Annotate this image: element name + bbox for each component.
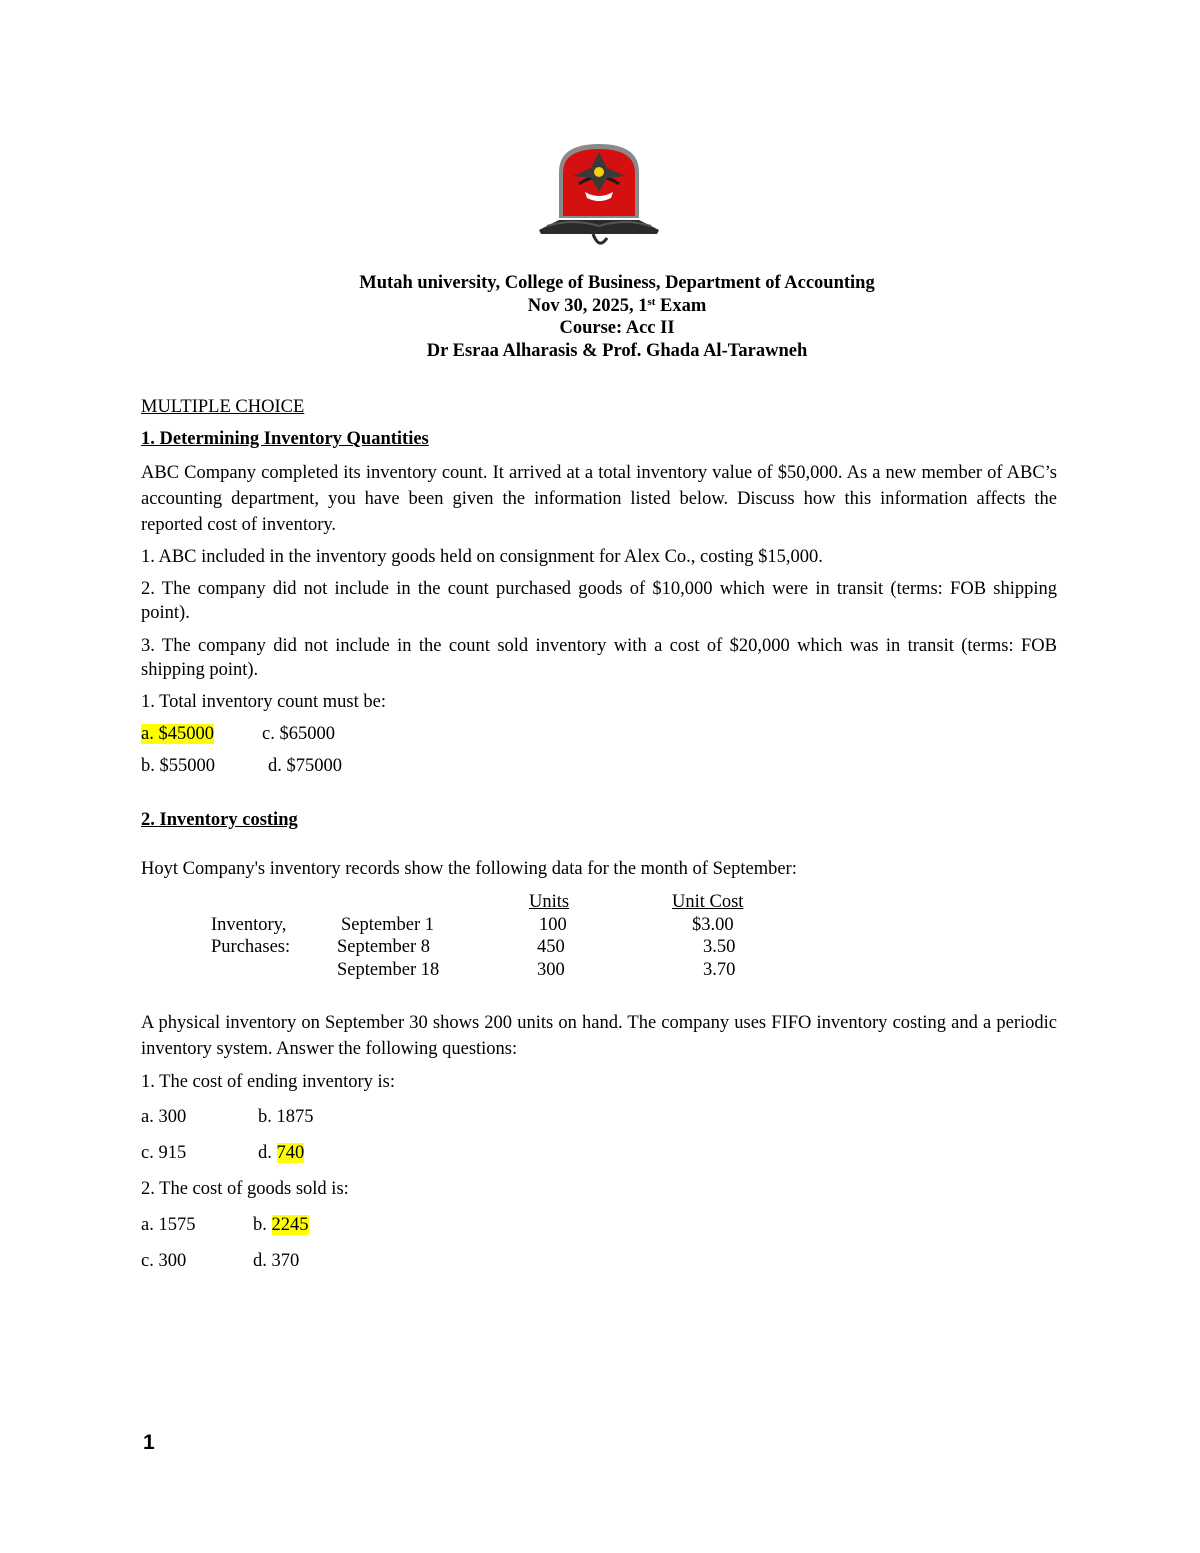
section1-question: 1. Total inventory count must be: xyxy=(141,692,386,712)
section2-paragraph: A physical inventory on September 30 shows 200 units on hand. The company uses FIFO inventory costing and a periodic inventory system. Answer the following questions: xyxy=(141,1013,1057,1059)
inventory-table xyxy=(211,891,792,981)
q2-options-row2: c. 300 d. 370 xyxy=(141,1251,300,1271)
section1-options-row2 xyxy=(141,755,1057,777)
q1-options-row1: a. 300 b. 1875 xyxy=(141,1107,314,1127)
option-a-highlighted: a. $45000 xyxy=(141,724,214,744)
section2-title: 2. Inventory costing xyxy=(141,810,298,830)
section1-options-row1 xyxy=(141,723,1057,745)
multiple-choice-heading: MULTIPLE CHOICE xyxy=(141,397,305,417)
section2-q2: 2. The cost of goods sold is: xyxy=(141,1179,349,1199)
exam-content xyxy=(141,396,1057,1272)
table-row: Purchases: September 8 450 3.50 xyxy=(211,937,736,957)
table-row: September 18 300 3.70 xyxy=(337,959,736,980)
col-units-header: Units xyxy=(529,892,570,912)
col-unit-cost-header: Unit Cost xyxy=(672,892,744,912)
option-b: b. $55000 xyxy=(141,756,215,776)
header-course: Course: Acc II xyxy=(559,318,675,338)
q1-options-row2: c. 915 d. 740 xyxy=(141,1143,305,1163)
exam-header xyxy=(0,272,1200,362)
q1-answer-highlighted: 740 xyxy=(276,1143,305,1163)
section1-title: 1. Determining Inventory Quantities xyxy=(141,429,429,449)
university-logo xyxy=(533,140,665,250)
header-date: Nov 30, 2025, 1st Exam xyxy=(527,295,707,316)
header-instructors: Dr Esraa Alharasis & Prof. Ghada Al-Tarawneh xyxy=(426,340,808,361)
table-header-row xyxy=(211,891,792,914)
q2-options-row1: a. 1575 b. 2245 xyxy=(141,1215,309,1235)
option-c: c. $65000 xyxy=(262,724,335,744)
section1-item-1: 1. ABC included in the inventory goods held on consignment for Alex Co., costing $15,000. xyxy=(141,547,823,567)
section1-intro: ABC Company completed its inventory count. It arrived at a total inventory value of $50,000. As a new member of ABC’s accounting department, you have been given the information listed below. Discuss how this information affects the reported cost of inventory. xyxy=(141,463,1057,535)
section1-item-3: 3. The company did not include in the count sold inventory with a cost of $20,000 which was in transit (terms: FOB shipping point). xyxy=(141,636,1057,680)
header-university: Mutah university, College of Business, Department of Accounting xyxy=(359,273,875,293)
section1-item-2: 2. The company did not include in the count purchased goods of $10,000 which were in transit (terms: FOB shipping point). xyxy=(141,579,1057,623)
q2-answer-highlighted: 2245 xyxy=(271,1215,309,1235)
page-number: 1 xyxy=(143,1431,155,1454)
section2-intro: Hoyt Company's inventory records show the following data for the month of September: xyxy=(141,859,797,879)
table-row: Inventory, September 1 100 $3.00 xyxy=(211,914,734,935)
option-d: d. $75000 xyxy=(268,756,342,776)
section2-q1: 1. The cost of ending inventory is: xyxy=(141,1072,395,1092)
